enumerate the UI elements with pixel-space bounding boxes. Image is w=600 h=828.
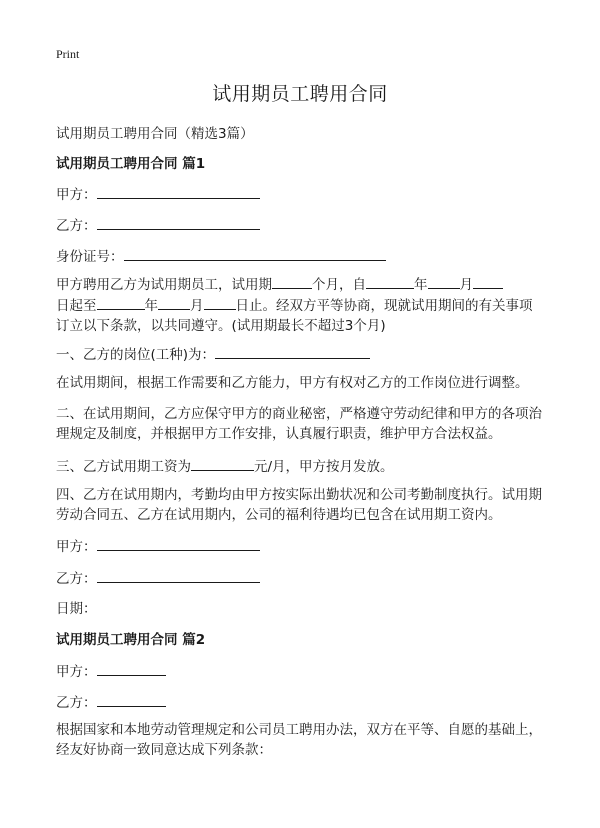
- sign-b-label: 乙方：: [56, 571, 97, 587]
- position-field: [56, 343, 370, 363]
- end-month-blank: [158, 295, 190, 310]
- p1-text-1: 甲方聘用乙方为试用期员工，试用期: [56, 277, 272, 293]
- p1-text-4: 月: [459, 277, 473, 293]
- party-a-field: [56, 183, 260, 203]
- sign-a-label: 甲方：: [56, 539, 97, 555]
- attendance-paragraph: 四、乙方在试用期内，考勤均由甲方按实际出勤状况和公司考勤制度执行。试用期劳动合同五、乙方在试用期内，公司的福利待遇均已包含在试用期工资内。: [56, 487, 542, 523]
- party-b-field: [56, 214, 260, 234]
- s2-party-a-label: 甲方：: [56, 664, 97, 680]
- p1-text-5: 日起至: [56, 298, 97, 314]
- s2-intro-paragraph: 根据国家和本地劳动管理规定和公司员工聘用办法，双方在平等、自愿的基础上，经友好协商一致同意达成下列条款：: [56, 722, 542, 758]
- salary-text-2: 元/月，甲方按月发放。: [254, 459, 394, 475]
- sign-b-field: [56, 567, 260, 587]
- s2-party-a-field: [56, 660, 166, 680]
- sign-a-field: [56, 535, 260, 555]
- s2-party-a-blank: [97, 661, 166, 676]
- id-number-blank: [124, 246, 386, 261]
- party-a-label: 甲方：: [56, 187, 97, 203]
- s2-party-b-label: 乙方：: [56, 695, 97, 711]
- position-label: 一、乙方的岗位(工种)为：: [56, 347, 216, 363]
- end-day-blank: [204, 295, 236, 310]
- party-b-blank: [97, 215, 260, 230]
- document-subtitle: 试用期员工聘用合同（精选3篇）: [56, 126, 254, 142]
- date-label: 日期：: [56, 601, 97, 617]
- salary-blank: [191, 456, 254, 471]
- p1-text-6: 年: [144, 298, 158, 314]
- s2-party-b-field: [56, 691, 166, 711]
- document-title: 试用期员工聘用合同: [212, 83, 388, 105]
- id-number-field: [56, 245, 386, 265]
- start-day-blank: [473, 274, 503, 289]
- end-year-blank: [97, 295, 145, 310]
- p1-text-3: 年: [414, 277, 428, 293]
- position-blank: [215, 344, 370, 359]
- s2-party-b-blank: [97, 692, 166, 707]
- id-number-label: 身份证号：: [56, 249, 124, 265]
- sign-b-blank: [97, 568, 260, 583]
- sign-a-blank: [97, 536, 260, 551]
- section-heading-1: 试用期员工聘用合同 篇1: [56, 156, 206, 172]
- probation-period-paragraph: [56, 274, 546, 336]
- confidentiality-paragraph: 二、在试用期间，乙方应保守甲方的商业秘密，严格遵守劳动纪律和甲方的各项治理规定及制度，并根据甲方工作安排，认真履行职责，维护甲方合法权益。: [56, 406, 542, 442]
- p1-text-2: 个月，自: [312, 277, 366, 293]
- print-link[interactable]: Print: [56, 47, 80, 61]
- start-month-blank: [428, 274, 460, 289]
- salary-text-1: 三、乙方试用期工资为: [56, 459, 191, 475]
- start-year-blank: [366, 274, 414, 289]
- position-adjust-paragraph: 在试用期间，根据工作需要和乙方能力，甲方有权对乙方的工作岗位进行调整。: [56, 375, 529, 391]
- salary-paragraph: [56, 455, 394, 475]
- p1-text-8: 日止。经双方平等协商，现就试用期间的有关事项: [235, 298, 533, 314]
- months-blank: [272, 274, 312, 289]
- party-b-label: 乙方：: [56, 218, 97, 234]
- p1-text-7: 月: [190, 298, 204, 314]
- section-heading-2: 试用期员工聘用合同 篇2: [56, 632, 206, 648]
- party-a-blank: [97, 184, 260, 199]
- p1-text-9: 订立以下条款，以共同遵守。(试用期最长不超过3个月): [56, 318, 386, 334]
